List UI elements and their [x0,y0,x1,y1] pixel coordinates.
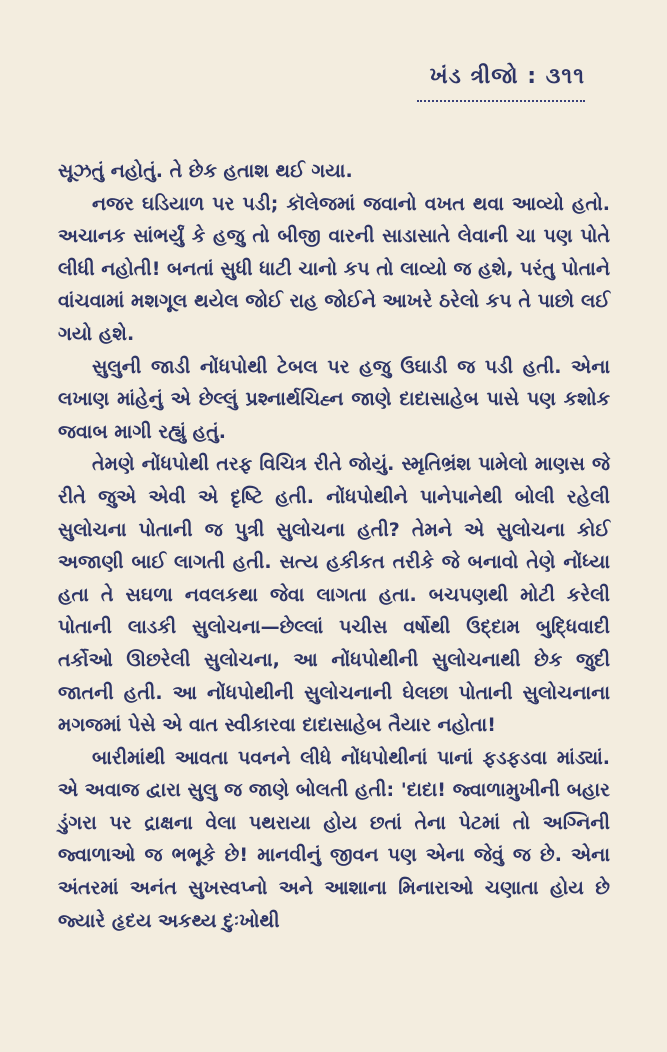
page-number: ૩૧૧ [545,64,585,89]
header-rule [417,100,585,102]
running-header [430,64,585,89]
paragraph-1: સૂઝતું નહોતું. તે છેક હતાશ થઈ ગયા. [58,160,353,182]
paragraph-3: સુલુની જાડી નોંધપોથી ટેબલ પર હજુ ઉઘાડી જ પડી હતી. એના લખાણ માંહેનું એ છેલ્લું પ્રશ્નાર્થચિહ્ન જાણે દાદાસાહેબ પાસે પણ કશોક જવાબ માગી રહ્યું હતું. [58,355,610,443]
section-title: ખંડ ત્રીજો [429,64,519,89]
paragraph-2: નજર ઘડિયાળ પર પડી; કૉલેજમાં જવાનો વખત થવા આવ્યો હતો. અચાનક સાંભર્યું કે હજુ તો બીજી વારની સાડાસાતે લેવાની ચા પણ પોતે લીધી નહોતી! બનતાં સુધી ધાટી ચાનો કપ તો લાવ્યો જ હશે, પરંતુ પોતાને વાંચવામાં મશગૂલ થયેલ જોઈ રાહ જોઈને આખરે ઠરેલો કપ તે પાછો લઈ ગયો હશે. [58,192,610,345]
header-separator: : [527,64,538,89]
paragraph-5: બારીમાંથી આવતા પવનને લીધે નોંધપોથીનાં પાનાં ફડફડવા માંડ્યાં. એ અવાજ દ્વારા સુલુ જ જાણે બોલતી હતી: 'દાદા! જ્વાળામુખીની બહાર ડુંગરા પર દ્રાક્ષના વેલા પથરાયા હોય છતાં તેના પેટમાં તો અગ્નિની જ્વાળાઓ જ ભભૂકે છે! માનવીનું જીવન પણ એના જેવું જ છે. એના અંતરમાં અનંત સુખસ્વપ્નો અને આશાના મિનારાઓ ચણાતા હોય છે જ્યારે હૃદય અકથ્ય દુઃખોથી [58,746,610,932]
paragraph-4: તેમણે નોંધપોથી તરફ વિચિત્ર રીતે જોયું. સ્મૃતિભ્રંશ પામેલો માણસ જે રીતે જુએ એવી એ દૃષ્ટિ હતી. નોંધપોથીને પાનેપાનેથી બોલી રહેલી સુલોચના પોતાની જ પુત્રી સુલોચના હતી? તેમને એ સુલોચના કોઈ અજાણી બાઈ લાગતી હતી. સત્ય હકીકત તરીકે જે બનાવો તેણે નોંધ્યા હતા તે સઘળા નવલકથા જેવા લાગતા હતા. બચપણથી મોટી કરેલી પોતાની લાડકી સુલોચના—છેલ્લાં પચીસ વર્ષોથી ઉદ્દામ બુદ્ધિવાદી તર્કોઓ ઊછરેલી સુલોચના, આ નોંધપોથીની સુલોચનાથી છેક જુદી જાતની હતી. આ નોંધપોથીની સુલોચનાની ઘેલછા પોતાની સુલોચનાના મગજમાં પેસે એ વાત સ્વીકારવા દાદાસાહેબ તૈયાર નહોતા! [58,453,610,737]
body-text [58,155,610,937]
